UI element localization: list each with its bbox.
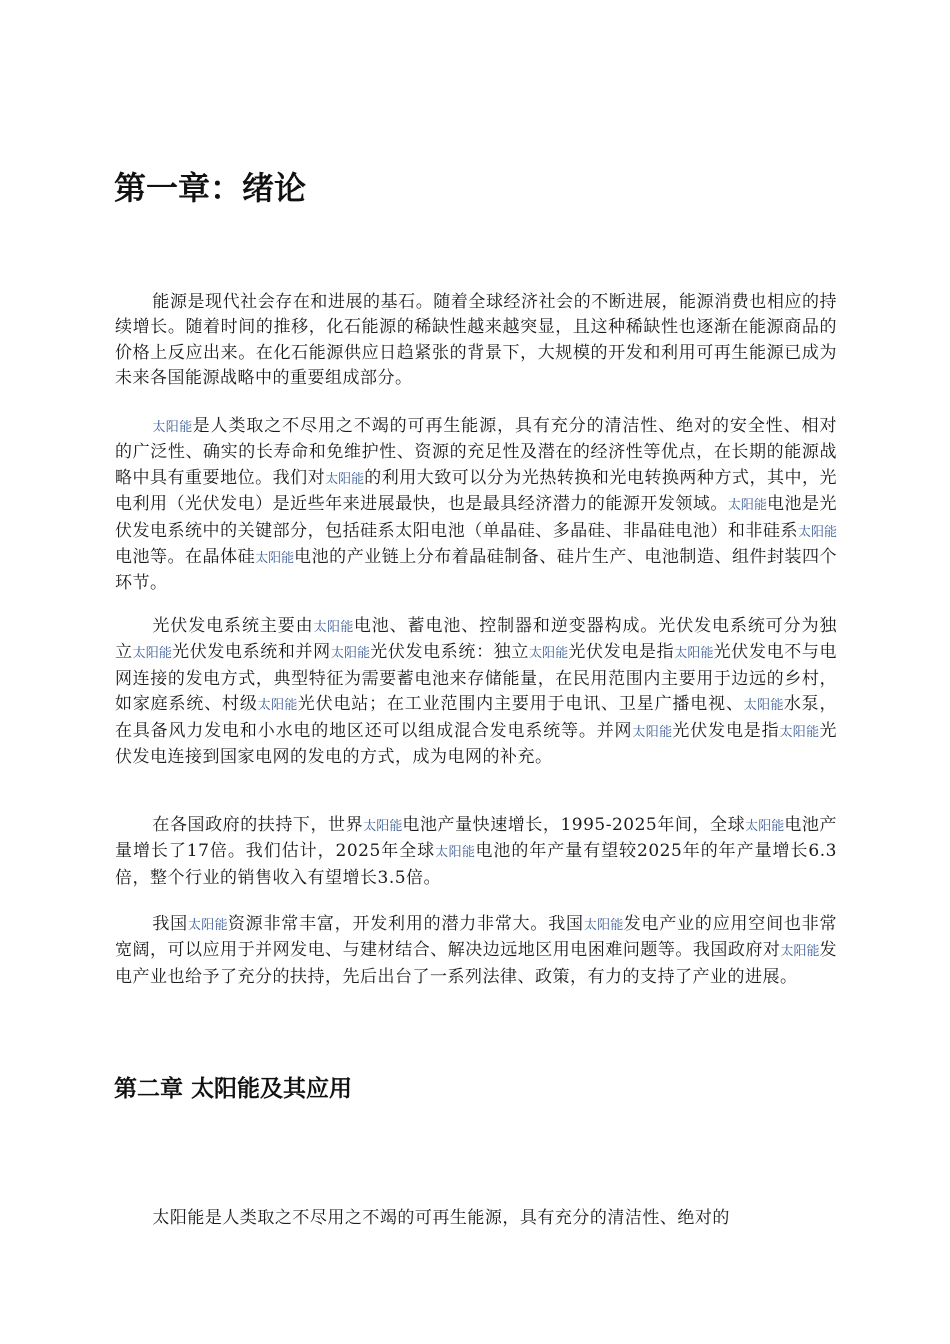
keyword-solar: 太阳能: [632, 724, 673, 740]
keyword-solar: 太阳能: [132, 646, 173, 662]
keyword-solar: 太阳能: [330, 646, 371, 662]
paragraph-1: 能源是现代社会存在和进展的基石。随着全球经济社会的不断进展，能源消费也相应的持续增长。随着时间的推移，化石能源的稀缺性越来越突显，且这种稀缺性也逐渐在能源商品的价格上反应出来。在化石能源供应日趋紧张的背景下，大规模的开发和利用可再生能源已成为未来各国能源战略中的重要组成部分。: [115, 292, 837, 389]
text-segment: 发电产业也给予了充分的扶持，先后出台了一系列法律、政策，有力的支持了产业的进展。: [115, 940, 837, 987]
text-segment: 资源非常丰富，开发利用的潜力非常大。我国: [227, 914, 584, 934]
chapter-1-title: 第一章：绪论: [114, 169, 307, 207]
text-segment: 光伏发电不与电网连接的发电方式，典型特征为需要蓄电池来存储能量，在民用范围内主要用于边远的乡村，如家庭系统、村级: [115, 642, 838, 715]
text-segment: 电池是光伏发电系统中的关键部分，包括硅系太阳电池（单晶硅、多晶硅、非晶硅电池）和非硅系: [115, 494, 838, 541]
text-segment: 光伏发电是指: [672, 720, 780, 741]
text-segment: 光伏发电系统和并网: [172, 642, 331, 663]
text-segment: 的利用大致可以分为光热转换和光电转换两种方式，其中，光电利用（光伏发电）是近些年来进展最快，也是最具经济潜力的能源开发领域。: [115, 467, 838, 515]
text-segment: 光伏发电连接到国家电网的发电的方式，成为电网的补充。: [115, 720, 837, 768]
text-segment: 水泵，在具备风力发电和小水电的地区还可以组成混合发电系统等。并网: [115, 694, 838, 741]
keyword-solar: 太阳能: [797, 524, 837, 540]
keyword-solar: 太阳能: [745, 819, 785, 834]
keyword-solar: 太阳能: [528, 646, 569, 662]
keyword-solar: 太阳能: [152, 420, 193, 435]
keyword-solar: 太阳能: [780, 944, 820, 960]
text-segment: 电池、蓄电池、控制器和逆变器构成。光伏发电系统可分为独立: [115, 616, 837, 663]
paragraph-4: [115, 813, 837, 891]
keyword-solar: 太阳能: [743, 698, 784, 714]
text-segment: 是人类取之不尽用之不竭的可再生能源，具有充分的清洁性、绝对的安全性、相对的广泛性、确实的长寿命和免维护性、资源的充足性及潜在的经济性等优点，在长期的能源战略中具有重要地位。我们对: [115, 416, 837, 488]
keyword-solar: 太阳能: [257, 698, 298, 714]
text-segment: 我国: [152, 914, 188, 934]
paragraph-3: [115, 614, 837, 770]
text-segment: 光伏发电系统主要由: [152, 616, 314, 636]
text-segment: 电池产量快速增长，1995-2025年间，全球: [402, 815, 746, 835]
text-segment: 光伏电站；在工业范围内主要用于电讯、卫星广播电视、: [297, 694, 744, 715]
keyword-solar: 太阳能: [187, 918, 228, 933]
keyword-solar: 太阳能: [325, 471, 365, 487]
paragraph-2: [115, 414, 837, 597]
text-segment: 电池等。在晶体硅: [115, 547, 256, 568]
text-segment: 在各国政府的扶持下，世界: [152, 815, 364, 835]
keyword-solar: 太阳能: [583, 918, 624, 933]
text-segment: 电池的产业链上分布着晶硅制备、硅片生产、电池制造、组件封装四个环节。: [115, 547, 838, 594]
keyword-solar: 太阳能: [313, 620, 354, 635]
text-segment: 电池的年产量有望较2025年的年产量增长6.3倍，整个行业的销售收入有望增长3.5倍。: [115, 841, 837, 888]
text-segment: 光伏发电是指: [568, 642, 675, 663]
text-segment: 光伏发电系统：独立: [370, 642, 529, 663]
paragraph-5: [115, 912, 837, 990]
keyword-solar: 太阳能: [435, 845, 476, 861]
text-segment: 电池产量增长了17倍。我们估计，2025年全球: [115, 815, 837, 862]
chapter-2-title: 第二章 太阳能及其应用: [114, 1076, 353, 1102]
keyword-solar: 太阳能: [674, 646, 714, 662]
keyword-solar: 太阳能: [255, 551, 295, 567]
keyword-solar: 太阳能: [363, 819, 403, 834]
text-segment: 发电产业的应用空间也非常宽阔，可以应用于并网发电、与建材结合、解决边远地区用电困难问题等。我国政府对: [115, 914, 837, 961]
paragraph-6: 太阳能是人类取之不尽用之不竭的可再生能源，具有充分的清洁性、绝对的: [152, 1208, 730, 1228]
keyword-solar: 太阳能: [727, 498, 767, 514]
keyword-solar: 太阳能: [779, 724, 820, 740]
